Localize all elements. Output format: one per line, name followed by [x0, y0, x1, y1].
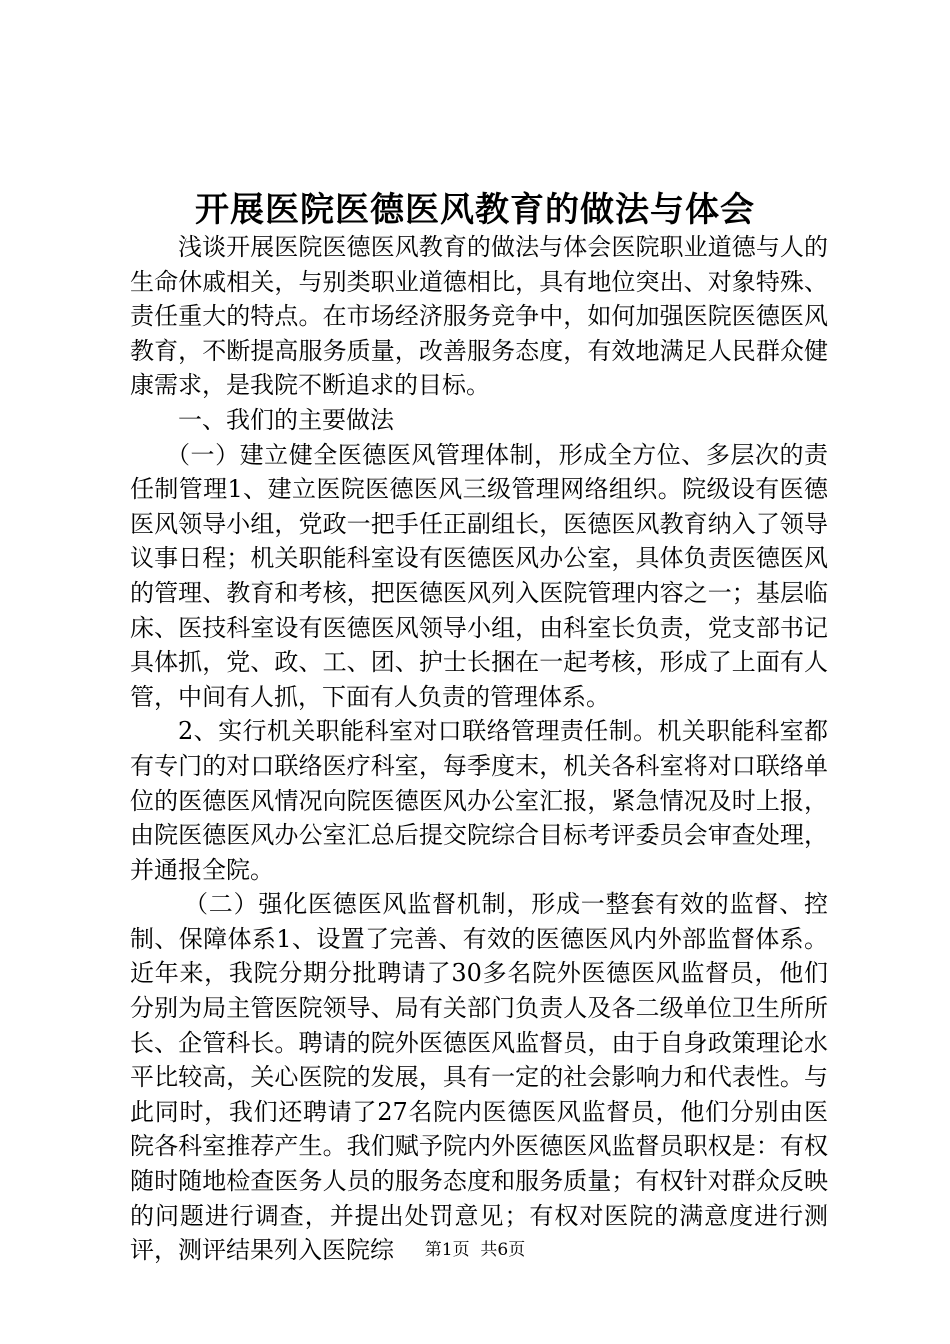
intro-paragraph: 浅谈开展医院医德医风教育的做法与体会医院职业道德与人的生命休戚相关，与别类职业道德相比，具有地位突出、对象特殊、责任重大的特点。在市场经济服务竞争中，如何加强医院医德医风教育，不断提高服务质量，改善服务态度，有效地满足人民群众健康需求，是我院不断追求的目标。: [130, 233, 828, 400]
item-two-paragraph: 2、实行机关职能科室对口联络管理责任制。机关职能科室都有专门的对口联络医疗科室，每季度末，机关各科室将对口联络单位的医德医风情况向院医德医风办公室汇报，紧急情况及时上报，由院医德医风办公室汇总后提交院综合目标考评委员会审查处理，并通报全院。: [130, 717, 828, 884]
document-body: [130, 230, 828, 1268]
section-heading: 一、我们的主要做法: [178, 405, 394, 434]
subsection-two-paragraph: （二）强化医德医风监督机制，形成一整套有效的监督、控制、保障体系1、设置了完善、有效的医德医风内外部监督体系。近年来，我院分期分批聘请了30多名院外医德医风监督员，他们分别为局主管医院领导、局有关部门负责人及各二级单位卫生所所长、企管科长。聘请的院外医德医风监督员，由于自身政策理论水平比较高，关心医院的发展，具有一定的社会影响力和代表性。与此同时，我们还聘请了27名院内医德医风监督员，他们分别由医院各科室推荐产生。我们赋予院内外医德医风监督员职权是：有权随时随地检查医务人员的服务态度和服务质量；有权针对群众反映的问题进行调查，并提出处罚意见；有权对医院的满意度进行测评，测评结果列入医院综: [130, 890, 828, 1265]
page-footer: 第1页 共6页: [424, 1240, 526, 1260]
subsection-one-paragraph: （一）建立健全医德医风管理体制，形成全方位、多层次的责任制管理1、建立医院医德医风三级管理网络组织。院级设有医德医风领导小组，党政一把手任正副组长，医德医风教育纳入了领导议事日程；机关职能科室设有医德医风办公室，具体负责医德医风的管理、教育和考核，把医德医风列入医院管理内容之一；基层临床、医技科室设有医德医风领导小组，由科室长负责，党支部书记具体抓，党、政、工、团、护士长捆在一起考核，形成了上面有人管，中间有人抓，下面有人负责的管理体系。: [130, 440, 828, 711]
document-title: 开展医院医德医风教育的做法与体会: [195, 190, 755, 230]
